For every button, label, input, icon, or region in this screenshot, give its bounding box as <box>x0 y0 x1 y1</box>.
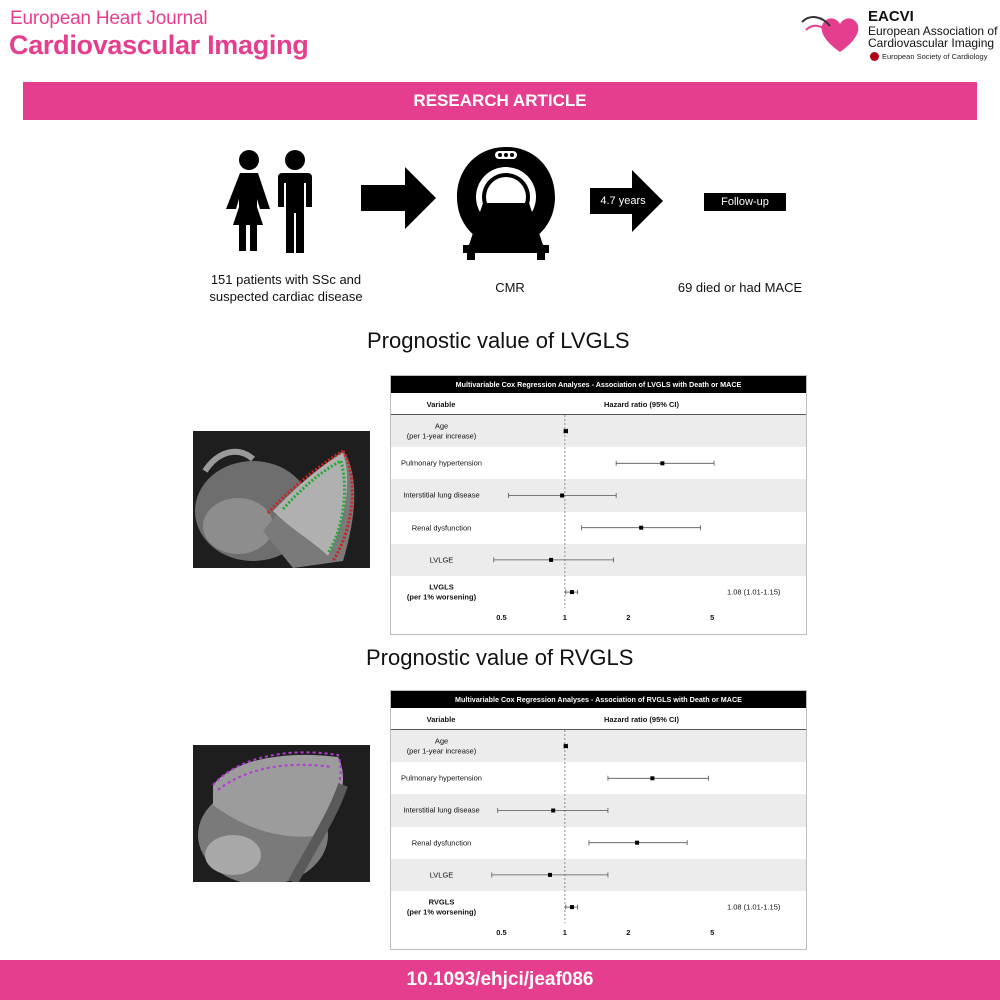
forest-row-label <box>391 583 492 602</box>
forest-row-label-line1: Interstitial lung disease <box>403 490 480 500</box>
axis-tick-label: 1 <box>562 928 567 938</box>
article-type-banner: RESEARCH ARTICLE <box>23 82 977 120</box>
society-full-name <box>868 25 1000 49</box>
forest-row-label <box>391 737 492 756</box>
journal-supertitle: European Heart Journal <box>10 8 208 29</box>
forest-row-label-line1: Age <box>434 736 449 746</box>
axis-tick-label: 0.5 <box>496 928 507 938</box>
axis-tick-label: 0.5 <box>496 613 507 623</box>
lv-forest-header <box>391 393 806 415</box>
forest-row <box>391 794 806 826</box>
patients-icon <box>226 148 318 253</box>
doi-footer[interactable]: 10.1093/ehjci/jeaf086 <box>0 960 1000 1000</box>
forest-row-label <box>391 422 492 441</box>
axis-tick-label: 1 <box>562 613 567 623</box>
forest-row-label-line1: Renal dysfunction <box>411 522 472 532</box>
patients-caption <box>186 271 386 305</box>
lv-forest-plot <box>390 375 807 635</box>
rv-forest-axis <box>391 923 806 949</box>
lv-forest-title: Multivariable Cox Regression Analyses - Association of LVGLS with Death or MACE <box>391 376 806 393</box>
forest-row-label-line1: Renal dysfunction <box>411 837 472 847</box>
forest-row-label-line1: RVGLS <box>428 897 455 907</box>
outcome-caption: 69 died or had MACE <box>677 280 803 295</box>
forest-row-label <box>391 491 492 501</box>
forest-row-label-line1: LVLGE <box>429 555 454 565</box>
rv-section-title: Prognostic value of RVGLS <box>366 645 634 670</box>
variable-column-header: Variable <box>426 715 456 724</box>
mri-scanner-icon <box>455 145 557 260</box>
rv-forest-header <box>391 708 806 730</box>
lv-forest-axis <box>391 608 806 634</box>
forest-row-label <box>391 459 492 469</box>
esc-label: European Society of Cardiology <box>882 52 988 61</box>
patients-caption-line2: suspected cardiac disease <box>209 289 363 304</box>
forest-row-label-line2: (per 1% worsening) <box>406 592 477 602</box>
society-name-line2: Cardiovascular Imaging <box>868 36 995 50</box>
forest-row-label-line2: (per 1% worsening) <box>406 907 477 917</box>
forest-row-label-line2: (per 1-year increase) <box>406 431 477 441</box>
duration-label: 4.7 years <box>600 195 646 207</box>
rv-forest-rows <box>391 730 806 923</box>
cmr-caption: CMR <box>495 280 525 295</box>
forest-row <box>391 891 806 923</box>
lv-section-title: Prognostic value of LVGLS <box>367 328 630 353</box>
forest-row-label <box>391 774 492 784</box>
forest-row-estimate: 1.08 (1.01-1.15) <box>727 587 781 597</box>
society-name-line1: European Association of <box>868 24 998 38</box>
forest-row-label-line1: Pulmonary hypertension <box>401 773 482 783</box>
patients-caption-line1: 151 patients with SSc and <box>210 272 362 287</box>
forest-row-label-line1: Interstitial lung disease <box>403 805 480 815</box>
followup-label: Follow-up <box>704 193 786 211</box>
forest-row <box>391 827 806 859</box>
axis-tick-label: 2 <box>626 613 631 623</box>
rv-forest-title: Multivariable Cox Regression Analyses - Association of RVGLS with Death or MACE <box>391 691 806 708</box>
forest-row <box>391 544 806 576</box>
variable-column-header: Variable <box>426 400 456 409</box>
axis-tick-label: 2 <box>626 928 631 938</box>
axis-tick-label: 5 <box>710 928 715 938</box>
arrow-right-icon <box>361 167 436 229</box>
forest-row <box>391 762 806 794</box>
forest-row-label <box>391 870 492 880</box>
hazard-ratio-column-header: Hazard ratio (95% CI) <box>604 400 680 409</box>
forest-row-label-line1: LVGLS <box>429 582 454 592</box>
forest-row <box>391 859 806 891</box>
forest-row <box>391 479 806 511</box>
axis-tick-label: 5 <box>710 613 715 623</box>
rv-cmr-image <box>193 745 370 882</box>
forest-row-label <box>391 523 492 533</box>
forest-row <box>391 512 806 544</box>
forest-row-label-line1: Age <box>434 421 449 431</box>
esc-logo-icon <box>870 52 879 61</box>
forest-row <box>391 730 806 762</box>
forest-row-label-line2: (per 1-year increase) <box>406 746 477 756</box>
journal-title: Cardiovascular Imaging <box>9 30 309 60</box>
forest-row <box>391 447 806 479</box>
society-abbreviation: EACVI <box>868 8 914 25</box>
lv-cmr-image <box>193 431 370 568</box>
forest-row <box>391 415 806 447</box>
forest-row-label <box>391 806 492 816</box>
hazard-ratio-column-header: Hazard ratio (95% CI) <box>604 715 680 724</box>
lv-forest-rows <box>391 415 806 608</box>
forest-row-label <box>391 838 492 848</box>
forest-row-estimate: 1.08 (1.01-1.15) <box>727 902 781 912</box>
forest-row-label <box>391 555 492 565</box>
forest-row-label-line1: LVLGE <box>429 870 454 880</box>
rv-forest-plot <box>390 690 807 950</box>
eacvi-heart-logo <box>800 8 864 56</box>
forest-row-label <box>391 898 492 917</box>
forest-row-label-line1: Pulmonary hypertension <box>401 458 482 468</box>
esc-badge <box>870 52 987 61</box>
forest-row <box>391 576 806 608</box>
